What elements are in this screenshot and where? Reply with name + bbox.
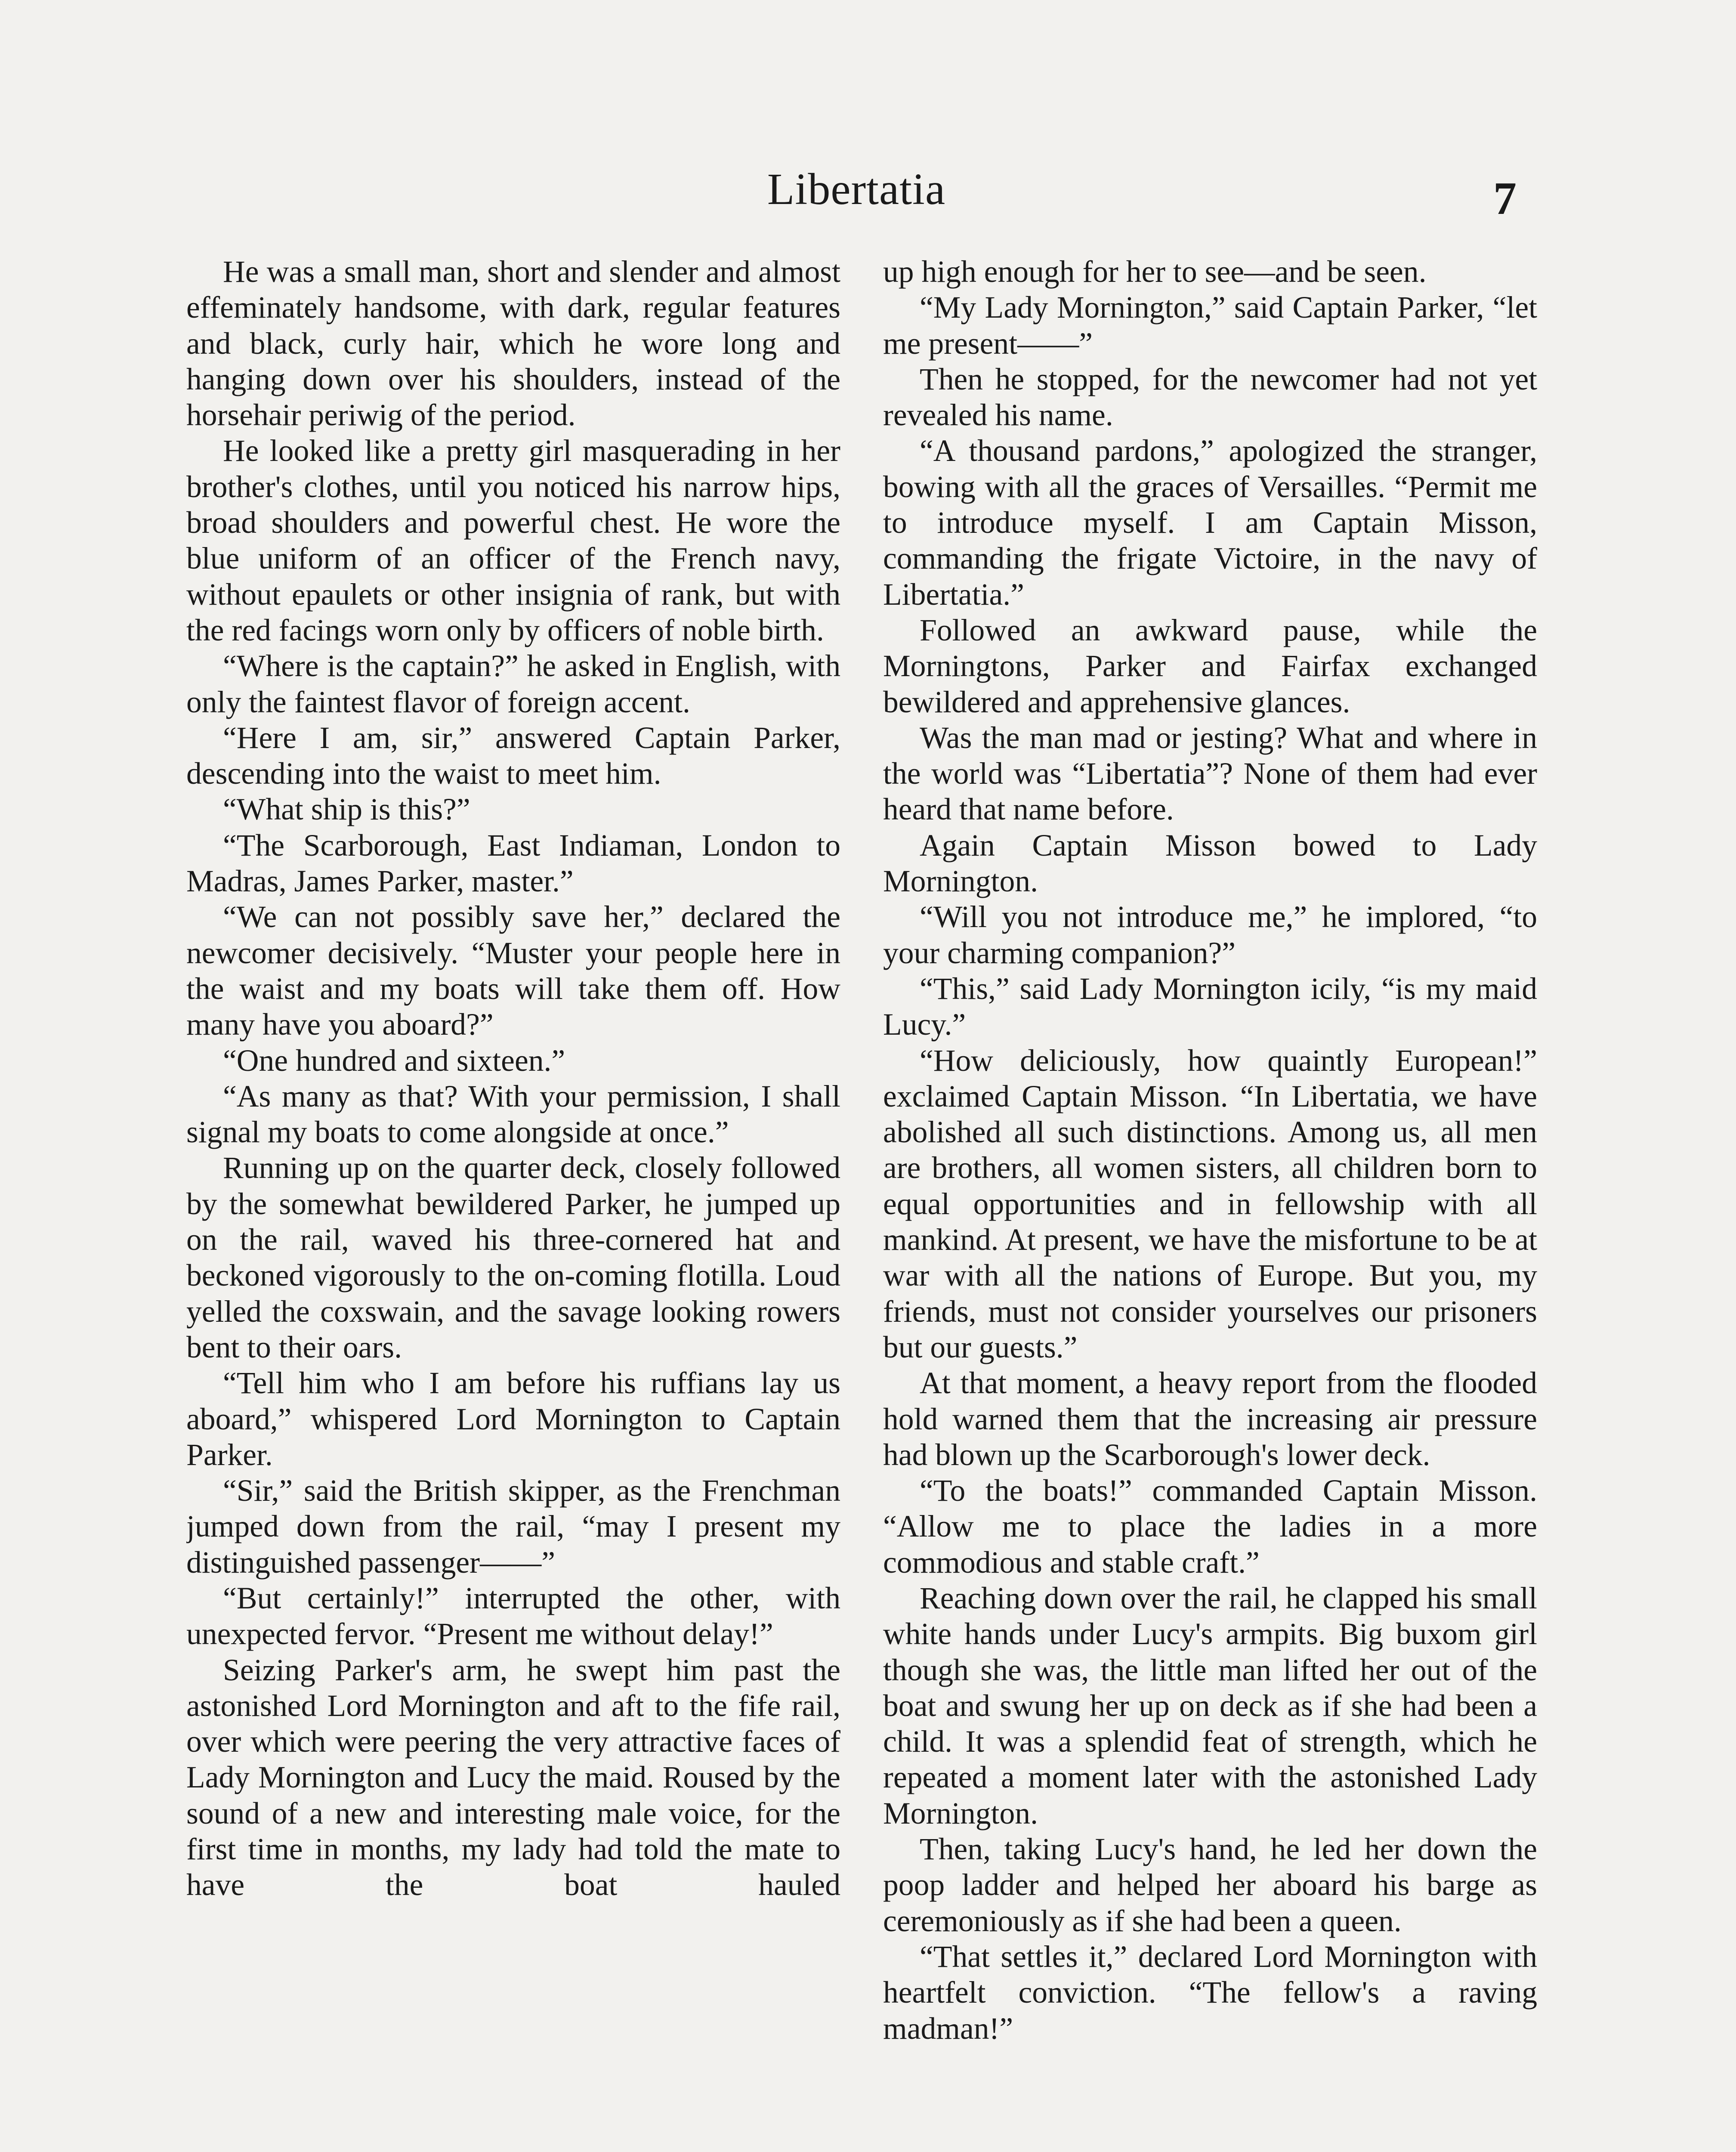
text-column-left <box>186 254 840 2152</box>
paragraph: “One hundred and sixteen.” <box>223 1043 565 1078</box>
paragraph: “We can not possibly save her,” declared the newcomer decisively. “Muster your people here in the waist and my boats will take them off. How many have you aboard?” <box>186 900 840 1042</box>
paragraph: Then, taking Lucy's hand, he led her down the poop ladder and helped her aboard his barge as ceremoniously as if she had been a queen. <box>883 1832 1537 1938</box>
paragraph: “Here I am, sir,” answered Captain Parker, descending into the waist to meet him. <box>186 720 840 791</box>
paragraph: He looked like a pretty girl masquerading in her brother's clothes, until you noticed his narrow hips, broad shoulders and powerful chest. He wore the blue uniform of an officer of the French navy, without epaulets or other insignia of rank, but with the red facings worn only by officers of noble birth. <box>186 434 840 647</box>
paragraph: Again Captain Misson bowed to Lady Mornington. <box>883 828 1537 899</box>
paragraph: He was a small man, short and slender and almost effeminately handsome, with dark, regular features and black, curly hair, which he wore long and hanging down over his shoulders, instead of the horsehair periwig of the period. <box>186 255 840 433</box>
paragraph: “What ship is this?” <box>223 792 470 827</box>
paragraph: Followed an awkward pause, while the Morningtons, Parker and Fairfax exchanged bewildered and apprehensive glances. <box>883 613 1537 719</box>
paragraph: At that moment, a heavy report from the flooded hold warned them that the increasing air pressure had blown up the Scarborough's lower deck. <box>883 1366 1537 1472</box>
paragraph: “Will you not introduce me,” he implored, “to your charming companion?” <box>883 900 1537 970</box>
paragraph: “A thousand pardons,” apologized the stranger, bowing with all the graces of Versailles. “Permit me to introduce myself. I am Captain Misson, commanding the frigate Victoire, in the navy of Libertatia.” <box>883 434 1537 612</box>
paragraph: Running up on the quarter deck, closely followed by the somewhat bewildered Parker, he jumped up on the rail, waved his three-cornered hat and beckoned vigorously to the on-coming flotilla. Loud yelled the coxswain, and the savage looking rowers bent to their oars. <box>186 1151 840 1364</box>
paragraph: “As many as that? With your permission, I shall signal my boats to come alongside at once.” <box>186 1079 840 1150</box>
paragraph: Seizing Parker's arm, he swept him past the astonished Lord Mornington and aft to the fife rail, over which were peering the very attractive faces of Lady Mornington and Lucy the maid. Roused by the sound of a new and interesting male voice, for the first time in months, my lady had told the mate to have the boat hauled <box>186 1653 840 1902</box>
paragraph: Reaching down over the rail, he clapped his small white hands under Lucy's armpits. Big buxom girl though she was, the little man lifted her out of the boat and swung her up on deck as if she had been a child. It was a splendid feat of strength, which he repeated a moment later with the astonished Lady Mornington. <box>883 1581 1537 1830</box>
paragraph: Then he stopped, for the newcomer had not yet revealed his name. <box>883 362 1537 433</box>
paragraph: “How deliciously, how quaintly European!” exclaimed Captain Misson. “In Libertatia, we have abolished all such distinctions. Among us, all men are brothers, all women sisters, all children born to equal opportunities and in fellowship with all mankind. At present, we have the misfortune to be at war with all the nations of Europe. But you, my friends, must not consider yourselves our prisoners but our guests.” <box>883 1043 1537 1364</box>
paragraph: “That settles it,” declared Lord Mornington with heartfelt conviction. “The fellow's a raving madman!” <box>883 1939 1537 2046</box>
paragraph: “Where is the captain?” he asked in English, with only the faintest flavor of foreign accent. <box>186 649 840 719</box>
paragraph: “Sir,” said the British skipper, as the Frenchman jumped down from the rail, “may I present my distinguished passenger——” <box>186 1474 840 1580</box>
paragraph: “Tell him who I am before his ruffians lay us aboard,” whispered Lord Mornington to Captain Parker. <box>186 1366 840 1472</box>
paragraph: “To the boats!” commanded Captain Misson. “Allow me to place the ladies in a more commodious and stable craft.” <box>883 1474 1537 1580</box>
paragraph: up high enough for her to see—and be seen. <box>883 255 1427 289</box>
running-title: Libertatia <box>767 164 946 214</box>
paragraph: “But certainly!” interrupted the other, with unexpected fervor. “Present me without delay!” <box>186 1581 840 1651</box>
paragraph: “My Lady Mornington,” said Captain Parker, “let me present——” <box>883 291 1537 361</box>
paragraph: “The Scarborough, East Indiaman, London to Madras, James Parker, master.” <box>186 828 840 899</box>
page-number: 7 <box>1493 173 1517 224</box>
paragraph: “This,” said Lady Mornington icily, “is my maid Lucy.” <box>883 971 1537 1042</box>
text-column-right <box>883 254 1537 2152</box>
paragraph: Was the man mad or jesting? What and where in the world was “Libertatia”? None of them had ever heard that name before. <box>883 720 1537 827</box>
